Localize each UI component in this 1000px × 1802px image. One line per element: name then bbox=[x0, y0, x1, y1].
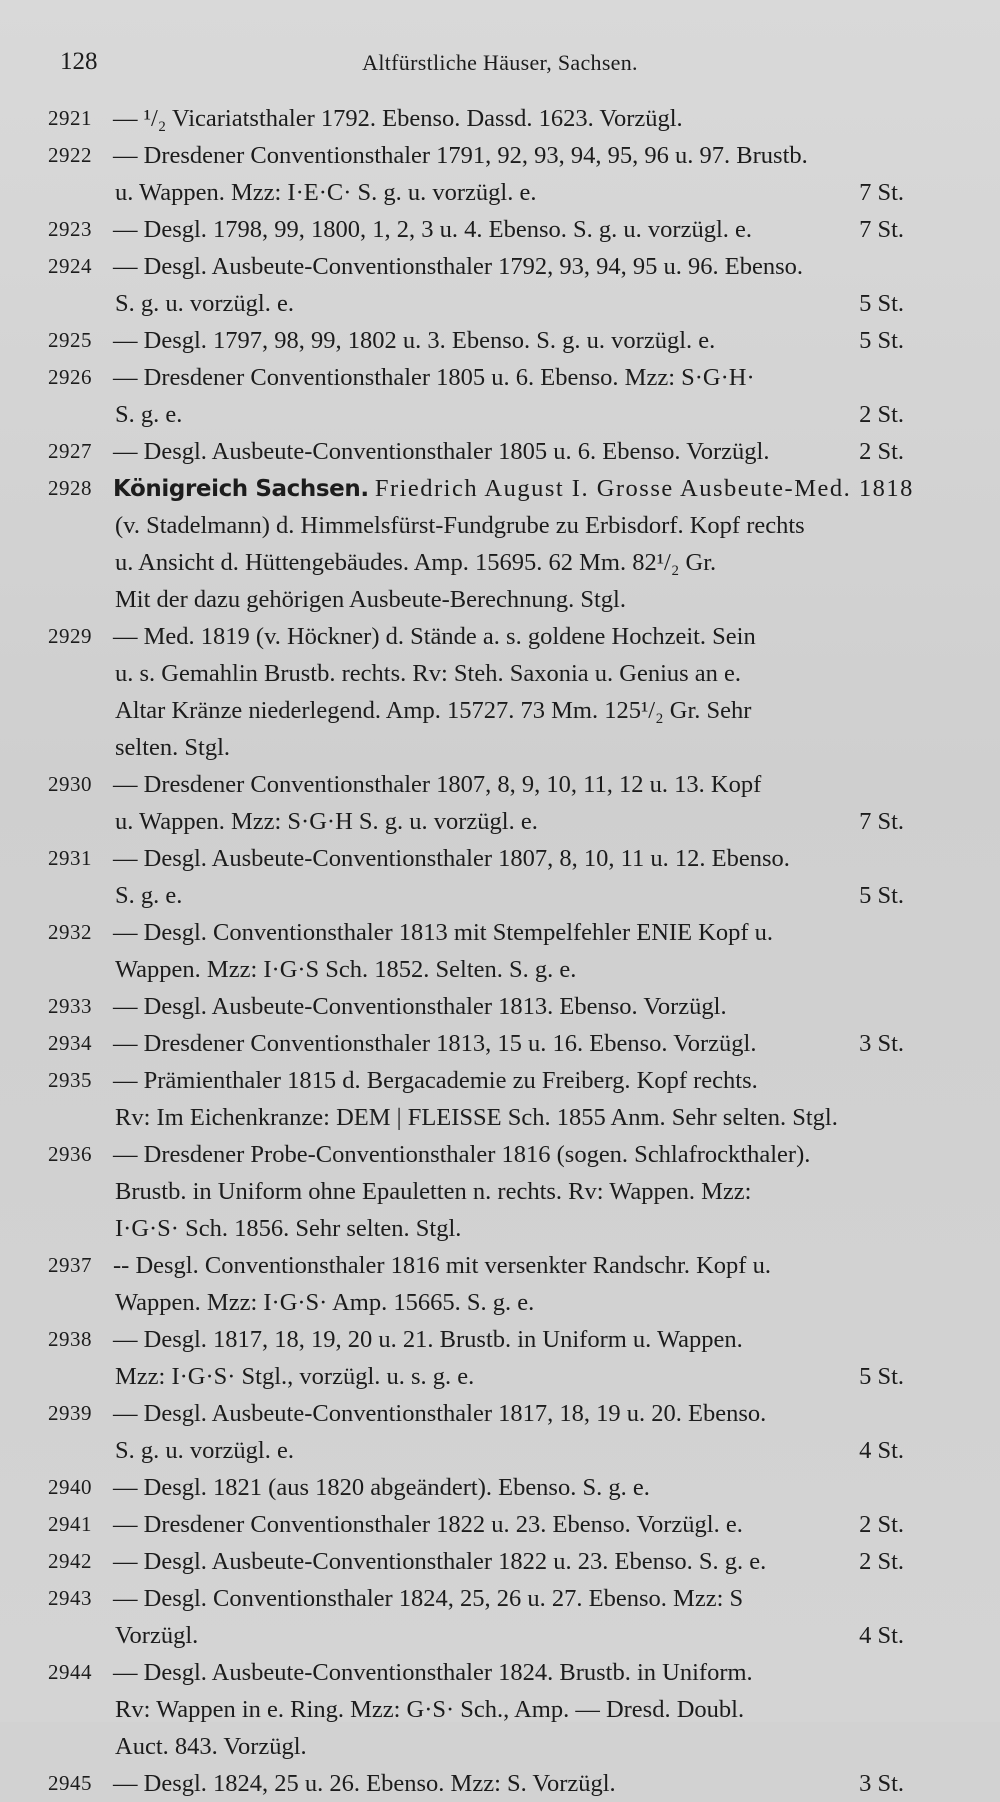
lot-line bbox=[0, 100, 1000, 137]
lot-number: 2931 bbox=[48, 846, 92, 870]
lot-description: Altar Kränze niederlegend. Amp. 15727. 73 Mm. 125¹/₂ Gr. Sehr bbox=[115, 697, 752, 724]
lot-entry bbox=[0, 1506, 1000, 1543]
lot-quantity: 4 St. bbox=[859, 1437, 904, 1464]
lot-entry bbox=[0, 1062, 1000, 1136]
lot-line bbox=[0, 1580, 1000, 1617]
lot-description: Vorzügl. bbox=[115, 1622, 199, 1649]
lot-number: 2921 bbox=[48, 106, 92, 130]
section-heading: Königreich Sachsen. bbox=[113, 476, 369, 502]
lot-line bbox=[0, 803, 1000, 840]
lot-description: Mit der dazu gehörigen Ausbeute-Berechnung. Stgl. bbox=[115, 586, 626, 613]
lot-description: — Med. 1819 (v. Höckner) d. Stände a. s. goldene Hochzeit. Sein bbox=[113, 623, 756, 650]
lot-description: — ¹/₂ Vicariatsthaler 1792. Ebenso. Dassd. 1623. Vorzügl. bbox=[113, 105, 683, 132]
lot-line bbox=[0, 766, 1000, 803]
lot-number: 2929 bbox=[48, 624, 92, 648]
lot-description: — Desgl. Ausbeute-Conventionsthaler 1792, 93, 94, 95 u. 96. Ebenso. bbox=[113, 253, 804, 280]
lot-line bbox=[0, 544, 1000, 581]
lot-list bbox=[0, 100, 1000, 1802]
lot-description: — Desgl. Ausbeute-Conventionsthaler 1805 u. 6. Ebenso. Vorzügl. bbox=[113, 438, 770, 465]
lot-line bbox=[0, 1358, 1000, 1395]
lot-description: Rv: Wappen in e. Ring. Mzz: G·S· Sch., Amp. — Dresd. Doubl. bbox=[115, 1696, 745, 1723]
lot-number: 2927 bbox=[48, 439, 92, 463]
lot-number: 2934 bbox=[48, 1031, 92, 1055]
lot-line bbox=[0, 914, 1000, 951]
lot-heading-line bbox=[113, 470, 914, 508]
lot-number: 2932 bbox=[48, 920, 92, 944]
lot-line bbox=[0, 877, 1000, 914]
lot-description: — Desgl. 1798, 99, 1800, 1, 2, 3 u. 4. Ebenso. S. g. u. vorzügl. e. bbox=[113, 216, 752, 243]
lot-quantity: 5 St. bbox=[859, 1363, 904, 1390]
lot-description: — Dresdener Conventionsthaler 1791, 92, 93, 94, 95, 96 u. 97. Brustb. bbox=[113, 142, 808, 169]
lot-line bbox=[0, 729, 1000, 766]
lot-line bbox=[0, 1025, 1000, 1062]
lot-entry bbox=[0, 1025, 1000, 1062]
lot-entry bbox=[0, 359, 1000, 433]
lot-number: 2942 bbox=[48, 1549, 92, 1573]
lot-line bbox=[0, 1728, 1000, 1765]
lot-number: 2936 bbox=[48, 1142, 92, 1166]
lot-description: — Dresdener Conventionsthaler 1813, 15 u. 16. Ebenso. Vorzügl. bbox=[113, 1030, 757, 1057]
lot-number: 2935 bbox=[48, 1068, 92, 1092]
lot-entry bbox=[0, 1543, 1000, 1580]
lot-entry bbox=[0, 137, 1000, 211]
lot-number: 2943 bbox=[48, 1586, 92, 1610]
lot-number: 2924 bbox=[48, 254, 92, 278]
lot-quantity: 3 St. bbox=[859, 1030, 904, 1057]
lot-description: — Desgl. 1821 (aus 1820 abgeändert). Ebenso. S. g. e. bbox=[113, 1474, 650, 1501]
lot-line bbox=[0, 1173, 1000, 1210]
lot-description: — Desgl. Ausbeute-Conventionsthaler 1824. Brustb. in Uniform. bbox=[113, 1659, 753, 1686]
lot-quantity: 2 St. bbox=[859, 1511, 904, 1538]
lot-quantity: 5 St. bbox=[859, 882, 904, 909]
lot-number: 2933 bbox=[48, 994, 92, 1018]
lot-entry bbox=[0, 1321, 1000, 1395]
lot-number: 2939 bbox=[48, 1401, 92, 1425]
lot-entry bbox=[0, 322, 1000, 359]
lot-line bbox=[0, 433, 1000, 470]
lot-description: — Prämienthaler 1815 d. Bergacademie zu Freiberg. Kopf rechts. bbox=[113, 1067, 758, 1094]
lot-description: — Desgl. Ausbeute-Conventionsthaler 1813. Ebenso. Vorzügl. bbox=[113, 993, 727, 1020]
lot-quantity: 5 St. bbox=[859, 327, 904, 354]
lot-description: Wappen. Mzz: I·G·S· Amp. 15665. S. g. e. bbox=[115, 1289, 535, 1316]
lot-entry bbox=[0, 1469, 1000, 1506]
lot-line bbox=[0, 1617, 1000, 1654]
page-number: 128 bbox=[60, 48, 98, 75]
lot-description: (v. Stadelmann) d. Himmelsfürst-Fundgrube zu Erbisdorf. Kopf rechts bbox=[115, 512, 805, 539]
lot-line bbox=[0, 951, 1000, 988]
lot-line bbox=[0, 1210, 1000, 1247]
lot-description: — Dresdener Conventionsthaler 1805 u. 6. Ebenso. Mzz: S·G·H· bbox=[113, 364, 755, 391]
lot-line bbox=[0, 1506, 1000, 1543]
lot-number: 2925 bbox=[48, 328, 92, 352]
lot-description: Friedrich August I. Grosse Ausbeute-Med. 1818 bbox=[374, 475, 914, 502]
lot-quantity: 7 St. bbox=[859, 216, 904, 243]
lot-line bbox=[0, 692, 1000, 729]
lot-line bbox=[0, 470, 1000, 507]
lot-line bbox=[0, 1654, 1000, 1691]
lot-number: 2930 bbox=[48, 772, 92, 796]
lot-line bbox=[0, 840, 1000, 877]
lot-line bbox=[0, 1765, 1000, 1802]
lot-number: 2940 bbox=[48, 1475, 92, 1499]
lot-description: selten. Stgl. bbox=[115, 734, 231, 761]
lot-line bbox=[0, 1062, 1000, 1099]
lot-quantity: 5 St. bbox=[859, 290, 904, 317]
lot-entry bbox=[0, 1247, 1000, 1321]
lot-entry bbox=[0, 433, 1000, 470]
lot-line bbox=[0, 1691, 1000, 1728]
lot-line bbox=[0, 507, 1000, 544]
lot-description: Mzz: I·G·S· Stgl., vorzügl. u. s. g. e. bbox=[115, 1363, 475, 1390]
lot-entry bbox=[0, 1580, 1000, 1654]
lot-description: u. s. Gemahlin Brustb. rechts. Rv: Steh. Saxonia u. Genius an e. bbox=[115, 660, 742, 687]
lot-description: u. Ansicht d. Hüttengebäudes. Amp. 15695. 62 Mm. 82¹/₂ Gr. bbox=[115, 549, 717, 576]
lot-quantity: 2 St. bbox=[859, 438, 904, 465]
lot-description: — Desgl. Conventionsthaler 1824, 25, 26 u. 27. Ebenso. Mzz: S bbox=[113, 1585, 744, 1612]
lot-description: — Desgl. Ausbeute-Conventionsthaler 1817, 18, 19 u. 20. Ebenso. bbox=[113, 1400, 767, 1427]
lot-line bbox=[0, 322, 1000, 359]
lot-line bbox=[0, 1395, 1000, 1432]
lot-description: — Desgl. Conventionsthaler 1813 mit Stempelfehler ENIE Kopf u. bbox=[113, 919, 774, 946]
lot-number: 2928 bbox=[48, 476, 92, 500]
lot-description: — Desgl. 1824, 25 u. 26. Ebenso. Mzz: S. Vorzügl. bbox=[113, 1770, 616, 1797]
lot-line bbox=[0, 581, 1000, 618]
lot-description: I·G·S· Sch. 1856. Sehr selten. Stgl. bbox=[115, 1215, 462, 1242]
lot-line bbox=[0, 285, 1000, 322]
lot-description: — Dresdener Probe-Conventionsthaler 1816 (sogen. Schlafrockthaler). bbox=[113, 1141, 811, 1168]
lot-quantity: 4 St. bbox=[859, 1622, 904, 1649]
lot-entry bbox=[0, 618, 1000, 766]
lot-entry bbox=[0, 1136, 1000, 1247]
lot-description: — Desgl. Ausbeute-Conventionsthaler 1822 u. 23. Ebenso. S. g. e. bbox=[113, 1548, 767, 1575]
lot-entry bbox=[0, 988, 1000, 1025]
lot-description: Rv: Im Eichenkranze: DEM | FLEISSE Sch. 1855 Anm. Sehr selten. Stgl. bbox=[115, 1104, 838, 1131]
lot-description: -- Desgl. Conventionsthaler 1816 mit versenkter Randschr. Kopf u. bbox=[113, 1252, 771, 1279]
lot-entry bbox=[0, 840, 1000, 914]
lot-description: — Desgl. 1797, 98, 99, 1802 u. 3. Ebenso. S. g. u. vorzügl. e. bbox=[113, 327, 716, 354]
lot-description: S. g. u. vorzügl. e. bbox=[115, 1437, 294, 1464]
lot-line bbox=[0, 211, 1000, 248]
lot-number: 2926 bbox=[48, 365, 92, 389]
lot-line bbox=[0, 359, 1000, 396]
lot-description: — Desgl. 1817, 18, 19, 20 u. 21. Brustb. in Uniform u. Wappen. bbox=[113, 1326, 743, 1353]
lot-description: u. Wappen. Mzz: I·E·C· S. g. u. vorzügl. e. bbox=[115, 179, 537, 206]
lot-entry bbox=[0, 211, 1000, 248]
lot-number: 2923 bbox=[48, 217, 92, 241]
lot-entry bbox=[0, 1654, 1000, 1765]
lot-line bbox=[0, 1543, 1000, 1580]
lot-line bbox=[0, 618, 1000, 655]
lot-description: S. g. e. bbox=[115, 882, 183, 909]
lot-description: — Desgl. Ausbeute-Conventionsthaler 1807, 8, 10, 11 u. 12. Ebenso. bbox=[113, 845, 790, 872]
lot-number: 2937 bbox=[48, 1253, 92, 1277]
lot-quantity: 2 St. bbox=[859, 1548, 904, 1575]
lot-line bbox=[0, 1099, 1000, 1136]
lot-line bbox=[0, 137, 1000, 174]
lot-description: — Dresdener Conventionsthaler 1822 u. 23. Ebenso. Vorzügl. e. bbox=[113, 1511, 743, 1538]
lot-entry bbox=[0, 470, 1000, 618]
lot-line bbox=[0, 1321, 1000, 1358]
lot-entry bbox=[0, 766, 1000, 840]
lot-description: S. g. e. bbox=[115, 401, 183, 428]
lot-line bbox=[0, 248, 1000, 285]
lot-quantity: 7 St. bbox=[859, 179, 904, 206]
lot-line bbox=[0, 655, 1000, 692]
lot-entry bbox=[0, 914, 1000, 988]
lot-line bbox=[0, 1284, 1000, 1321]
page-header bbox=[0, 44, 1000, 84]
lot-number: 2944 bbox=[48, 1660, 92, 1684]
lot-line bbox=[0, 1469, 1000, 1506]
lot-line bbox=[0, 988, 1000, 1025]
lot-number: 2945 bbox=[48, 1771, 92, 1795]
lot-description: S. g. u. vorzügl. e. bbox=[115, 290, 294, 317]
lot-line bbox=[0, 1136, 1000, 1173]
lot-entry bbox=[0, 248, 1000, 322]
lot-description: Auct. 843. Vorzügl. bbox=[115, 1733, 307, 1760]
lot-quantity: 3 St. bbox=[859, 1770, 904, 1797]
lot-quantity: 2 St. bbox=[859, 401, 904, 428]
lot-number: 2938 bbox=[48, 1327, 92, 1351]
lot-entry bbox=[0, 1765, 1000, 1802]
lot-line bbox=[0, 174, 1000, 211]
lot-number: 2922 bbox=[48, 143, 92, 167]
lot-line bbox=[0, 396, 1000, 433]
lot-quantity: 7 St. bbox=[859, 808, 904, 835]
lot-description: Wappen. Mzz: I·G·S Sch. 1852. Selten. S. g. e. bbox=[115, 956, 577, 983]
lot-description: — Dresdener Conventionsthaler 1807, 8, 9, 10, 11, 12 u. 13. Kopf bbox=[113, 771, 762, 798]
lot-line bbox=[0, 1247, 1000, 1284]
lot-entry bbox=[0, 100, 1000, 137]
lot-entry bbox=[0, 1395, 1000, 1469]
lot-number: 2941 bbox=[48, 1512, 92, 1536]
lot-description: Brustb. in Uniform ohne Epauletten n. rechts. Rv: Wappen. Mzz: bbox=[115, 1178, 752, 1205]
lot-description: u. Wappen. Mzz: S·G·H S. g. u. vorzügl. e. bbox=[115, 808, 538, 835]
running-head: Altfürstliche Häuser, Sachsen. bbox=[362, 50, 638, 75]
lot-line bbox=[0, 1432, 1000, 1469]
